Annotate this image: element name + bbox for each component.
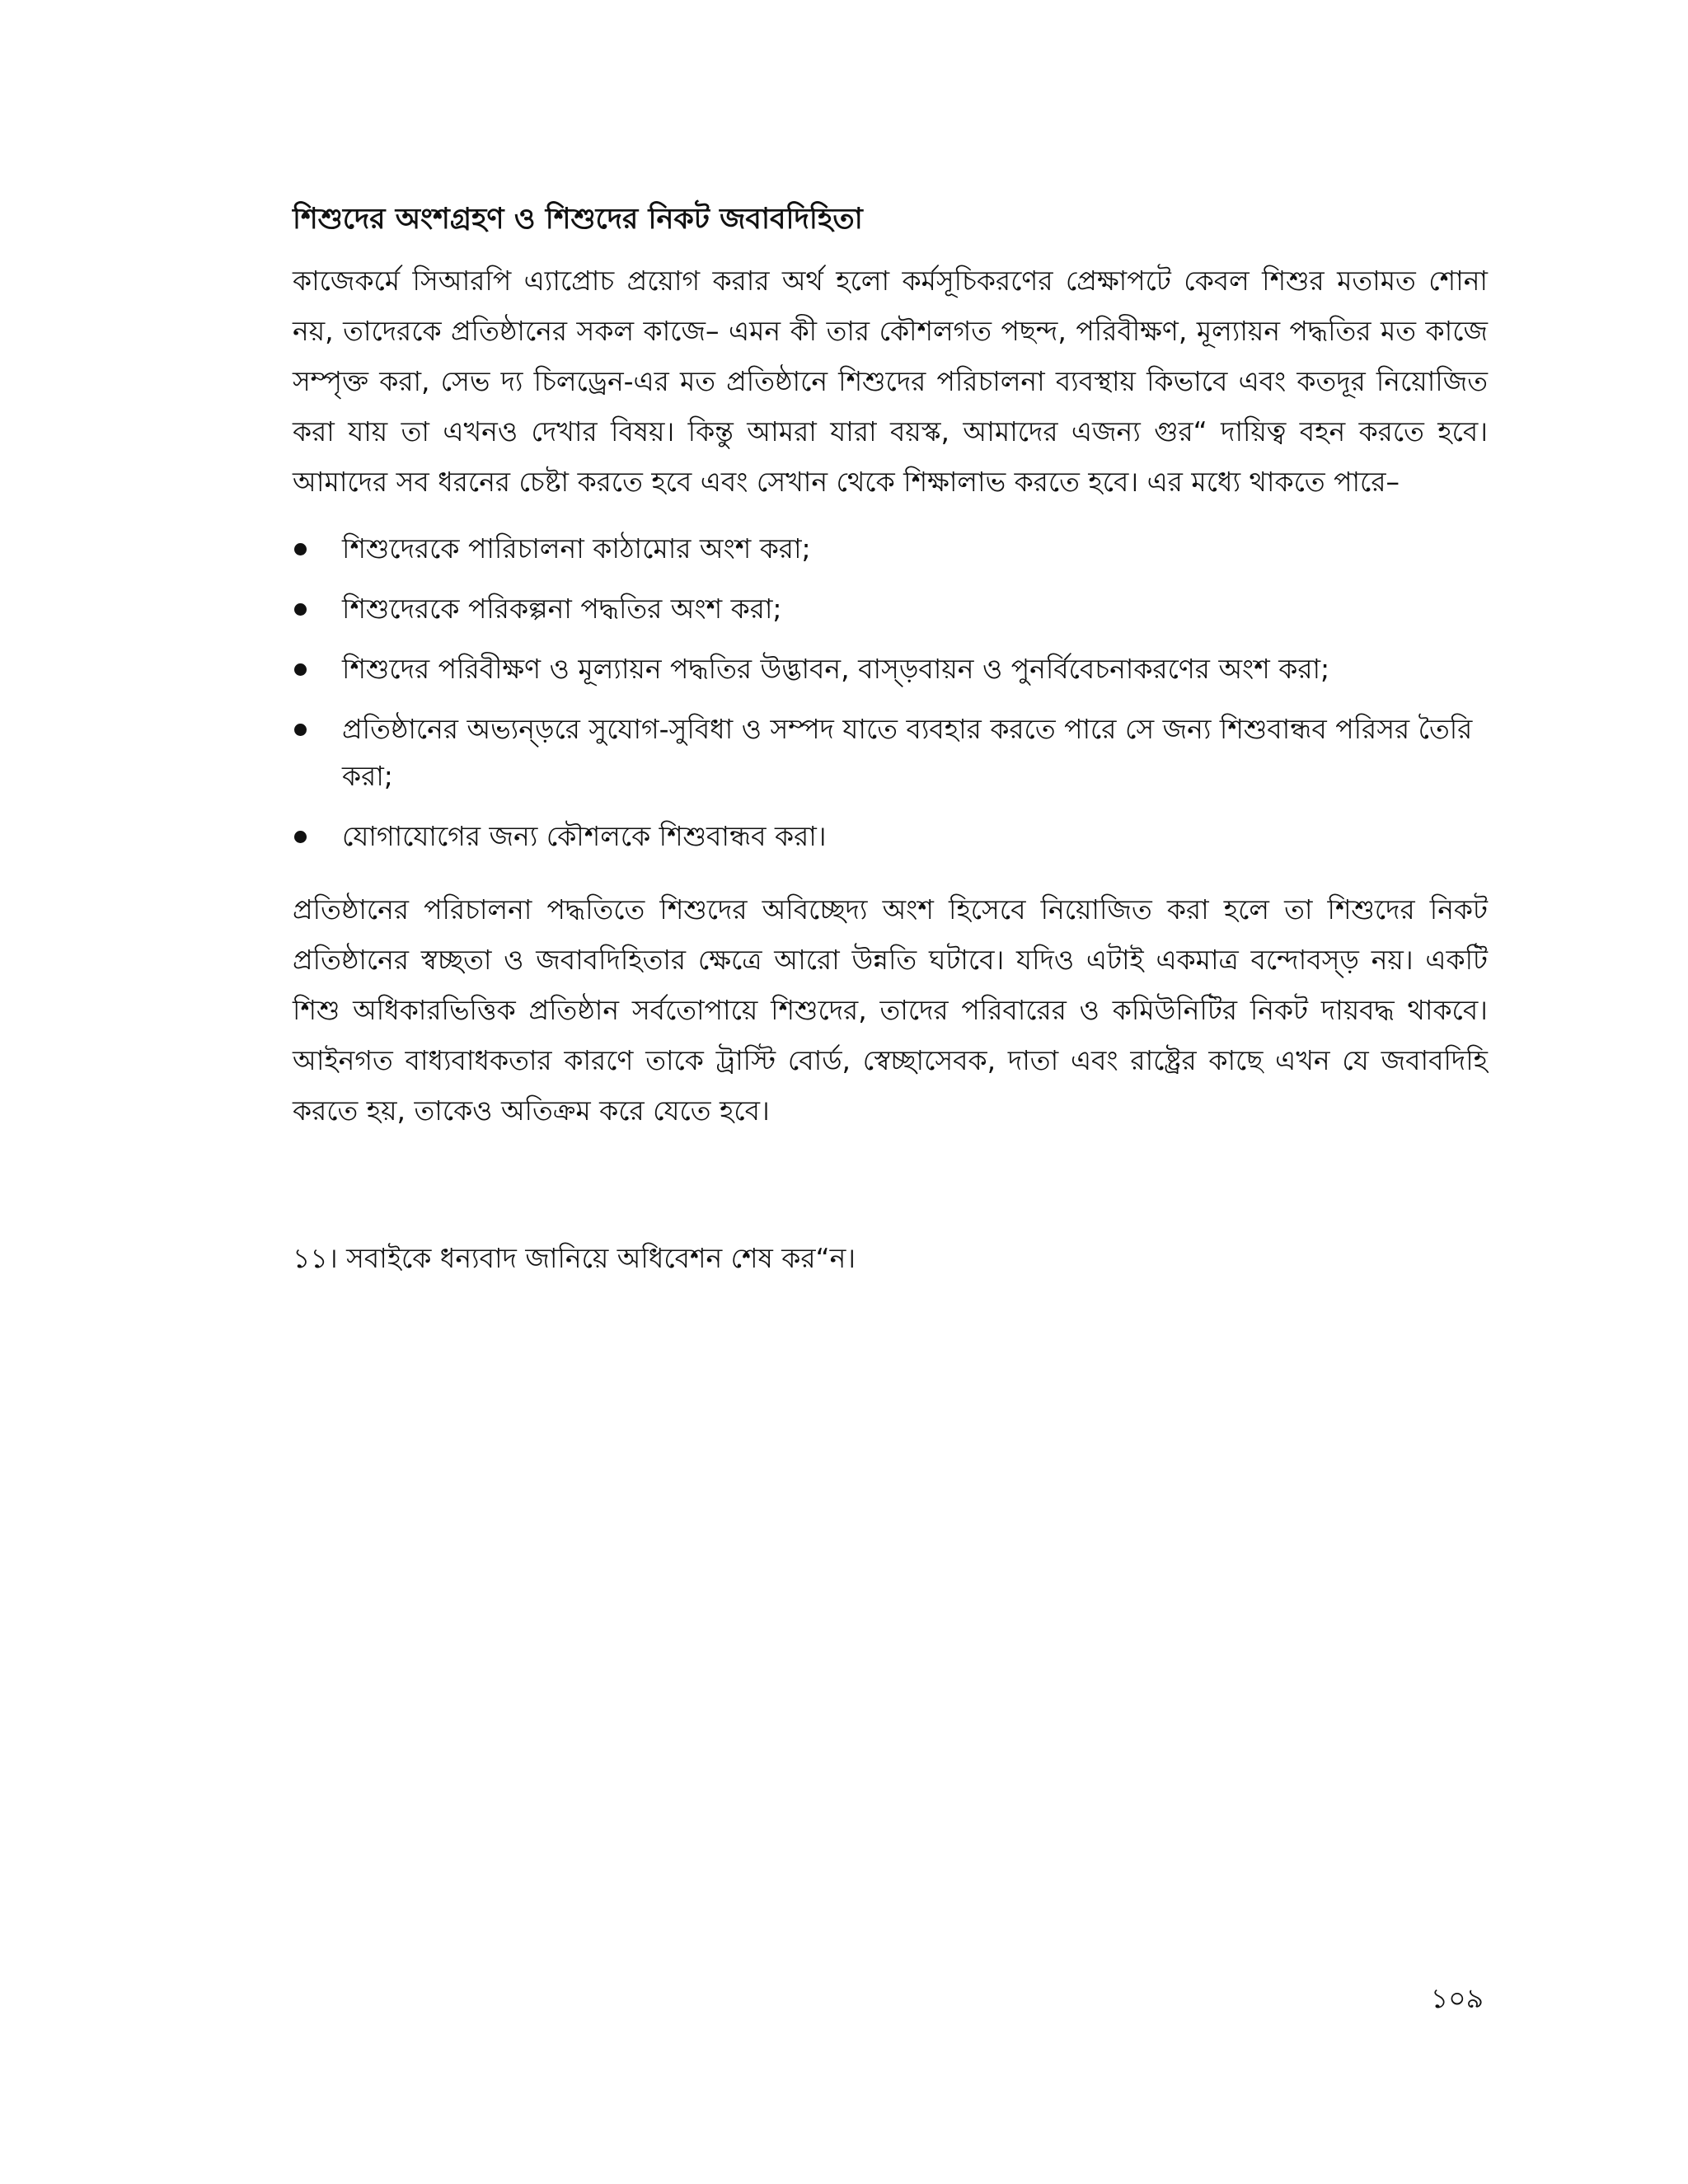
list-item-text: শিশুদেরকে পরিকল্পনা পদ্ধতির অংশ করা;: [342, 593, 782, 625]
list-item-text: শিশুদের পরিবীক্ষণ ও মূল্যায়ন পদ্ধতির উদ্ভাবন, বাস্ড়বায়ন ও পুনর্বিবেচনাকরণের অংশ করা;: [342, 653, 1330, 685]
list-item: [293, 585, 1488, 632]
section-heading: শিশুদের অংশগ্রহণ ও শিশুদের নিকট জবাবদিহিতা: [293, 203, 863, 236]
list-item-text: প্রতিষ্ঠানের অভ্যন্ড়রে সুযোগ-সুবিধা ও সম্পদ যাতে ব্যবহার করতে পারে সে জন্য শিশুবান্ধব পরিসর তৈরি করা;: [342, 713, 1473, 792]
page-number: ১০৯: [1430, 1982, 1484, 2014]
intro-paragraph: কাজেকর্মে সিআরপি এ্যাপ্রোচ প্রয়োগ করার অর্থ হলো কর্মসূচিকরণের প্রেক্ষাপটে কেবল শিশুর মতামত শোনা নয়, তাদেরকে প্রতিষ্ঠানের সকল কাজে– এমন কী তার কৌশলগত পছন্দ, পরিবীক্ষণ, মূল্যায়ন পদ্ধতির মত কাজে সম্পৃক্ত করা, সেভ দ্য চিলড্রেন-এর মত প্রতিষ্ঠানে শিশুদের পরিচালনা ব্যবস্থায় কিভাবে এবং কতদূর নিয়োজিত করা যায় তা এখনও দেখার বিষয়। কিন্তু আমরা যারা বয়স্ক, আমাদের এজন্য গুর“ দায়িত্ব বহন করতে হবে। আমাদের সব ধরনের চেষ্টা করতে হবে এবং সেখান থেকে শিক্ষালাভ করতে হবে। এর মধ্যে থাকতে পারে–: [293, 265, 1488, 498]
list-item-text: শিশুদেরকে পারিচালনা কাঠামোর অংশ করা;: [342, 532, 811, 565]
list-item: [293, 525, 1488, 572]
bullet-icon: [294, 543, 307, 555]
bullet-icon: [294, 831, 307, 843]
bullet-icon: [294, 663, 307, 676]
document-body: [293, 198, 1488, 1282]
bullet-list: [293, 525, 1488, 860]
list-item: [293, 645, 1488, 692]
list-item-text: যোগাযোগের জন্য কৌশলকে শিশুবান্ধব করা।: [342, 820, 827, 852]
list-item: [293, 813, 1488, 860]
list-item: [293, 705, 1488, 799]
bullet-icon: [294, 603, 307, 616]
bullet-icon: [294, 724, 307, 736]
accountability-paragraph: প্রতিষ্ঠানের পরিচালনা পদ্ধতিতে শিশুদের অবিচ্ছেদ্য অংশ হিসেবে নিয়োজিত করা হলে তা শিশুদের নিকট প্রতিষ্ঠানের স্বচ্ছতা ও জবাবদিহিতার ক্ষেত্রে আরো উন্নতি ঘটাবে। যদিও এটাই একমাত্র বন্দোবস্ড় নয়। একটি শিশু অধিকারভিত্তিক প্রতিষ্ঠান সর্বতোপায়ে শিশুদের, তাদের পরিবারের ও কমিউনিটির নিকট দায়বদ্ধ থাকবে। আইনগত বাধ্যবাধকতার কারণে তাকে ট্রাস্টি বোর্ড, স্বেচ্ছাসেবক, দাতা এবং রাষ্ট্রের কাছে এখন যে জবাবদিহি করতে হয়, তাকেও অতিক্রম করে যেতে হবে।: [293, 893, 1488, 1127]
closing-step: ১১। সবাইকে ধন্যবাদ জানিয়ে অধিবেশন শেষ কর“ন।: [293, 1242, 856, 1274]
